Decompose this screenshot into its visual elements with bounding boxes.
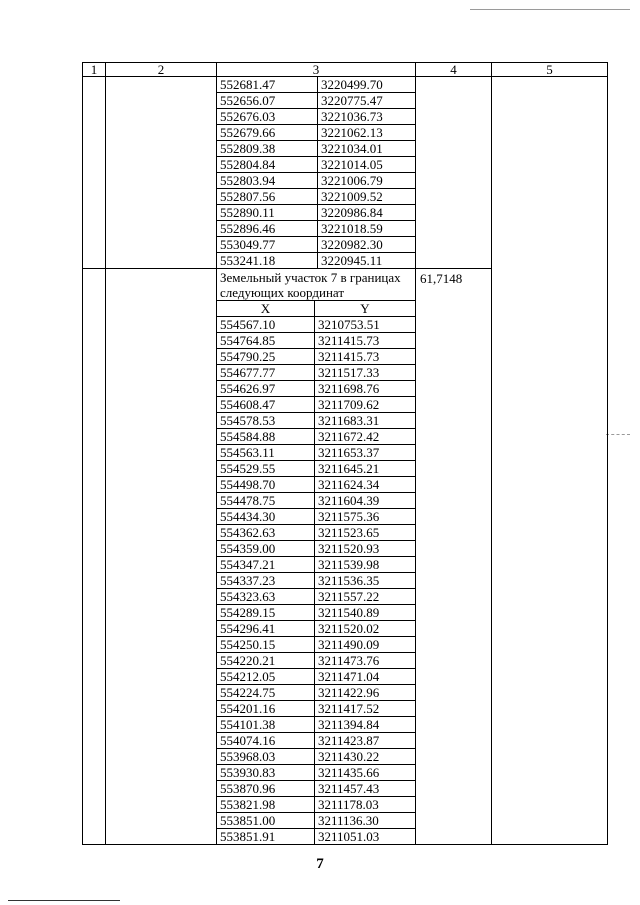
x-coordinate: 554359.00 <box>217 541 315 557</box>
x-coordinate: 553241.18 <box>217 253 318 269</box>
coordinates-table-block-a <box>217 77 415 268</box>
coordinate-row <box>217 669 415 685</box>
coordinate-row <box>217 253 415 269</box>
y-coordinate: 3221062.13 <box>318 125 416 141</box>
col-5-cell <box>492 77 608 845</box>
col-1-cell <box>83 77 106 269</box>
coordinate-row <box>217 221 415 237</box>
x-coordinate: 554250.15 <box>217 637 315 653</box>
coordinate-row <box>217 477 415 493</box>
x-coordinate: 554362.63 <box>217 525 315 541</box>
x-coordinate: 552804.84 <box>217 157 318 173</box>
coordinate-row <box>217 605 415 621</box>
x-coordinate: 554220.21 <box>217 653 315 669</box>
x-coordinate: 552890.11 <box>217 205 318 221</box>
coordinate-row <box>217 93 415 109</box>
y-coordinate: 3211683.31 <box>315 413 416 429</box>
coordinate-row <box>217 173 415 189</box>
coordinate-row <box>217 685 415 701</box>
y-coordinate: 3211557.22 <box>315 589 416 605</box>
x-coordinate: 554478.75 <box>217 493 315 509</box>
land-plots-table <box>82 62 608 845</box>
footnote-rule <box>8 900 120 901</box>
y-coordinate: 3211415.73 <box>315 333 416 349</box>
y-coordinate: 3211517.33 <box>315 365 416 381</box>
y-coordinate: 3211178.03 <box>315 797 416 813</box>
x-coordinate: 554296.41 <box>217 621 315 637</box>
y-coordinate: 3211653.37 <box>315 445 416 461</box>
coordinates-cell <box>217 77 416 269</box>
y-coordinate: 3211520.93 <box>315 541 416 557</box>
y-coordinate: 3211473.76 <box>315 653 416 669</box>
x-coordinate: 552676.03 <box>217 109 318 125</box>
y-coordinate: 3220775.47 <box>318 93 416 109</box>
y-coordinate: 3211430.22 <box>315 749 416 765</box>
x-coordinate: 553968.03 <box>217 749 315 765</box>
axis-header-row <box>217 301 415 317</box>
coordinate-row <box>217 637 415 653</box>
coordinate-row <box>217 317 415 333</box>
coordinate-row <box>217 397 415 413</box>
y-coordinate: 3211575.36 <box>315 509 416 525</box>
x-coordinate: 554578.53 <box>217 413 315 429</box>
coordinates-cell <box>217 269 416 845</box>
x-coordinate: 552809.38 <box>217 141 318 157</box>
coordinate-row <box>217 589 415 605</box>
coordinate-row <box>217 125 415 141</box>
col-2-cell <box>106 269 217 845</box>
y-coordinate: 3220945.11 <box>321 253 383 268</box>
coordinate-row <box>217 557 415 573</box>
coordinate-row <box>217 749 415 765</box>
top-rule <box>470 9 630 10</box>
x-coordinate: 554101.38 <box>217 717 315 733</box>
y-coordinate: 3211415.73 <box>315 349 416 365</box>
coordinate-row <box>217 573 415 589</box>
x-coordinate: 552896.46 <box>217 221 318 237</box>
coordinate-row <box>217 653 415 669</box>
coordinate-row <box>217 717 415 733</box>
coordinate-row <box>217 333 415 349</box>
header-col-4: 4 <box>416 63 492 77</box>
coordinate-row <box>217 525 415 541</box>
x-coordinate: 553851.91 <box>217 829 315 845</box>
coordinate-row <box>217 445 415 461</box>
x-coordinate: 554529.55 <box>217 461 315 477</box>
coordinate-row <box>217 509 415 525</box>
y-coordinate: 3211540.89 <box>315 605 416 621</box>
x-coordinate: 554074.16 <box>217 733 315 749</box>
x-coordinate: 554584.88 <box>217 429 315 445</box>
x-coordinate: 554563.11 <box>217 445 315 461</box>
x-coordinate: 552803.94 <box>217 173 318 189</box>
coordinate-row <box>217 157 415 173</box>
y-coordinate: 3211539.98 <box>315 557 416 573</box>
page-number: 7 <box>316 856 324 872</box>
y-coordinate: 3211471.04 <box>315 669 416 685</box>
header-col-2: 2 <box>106 63 217 77</box>
y-coordinate: 3211417.52 <box>315 701 416 717</box>
y-coordinate: 3221014.05 <box>318 157 416 173</box>
coordinate-row <box>217 813 415 829</box>
coordinate-row <box>217 733 415 749</box>
y-coordinate: 3211645.21 <box>315 461 416 477</box>
coordinate-row <box>217 413 415 429</box>
y-coordinate: 3211536.35 <box>315 573 416 589</box>
coordinate-row <box>217 701 415 717</box>
y-coordinate: 3221018.59 <box>318 221 416 237</box>
plot-description: Земельный участок 7 в границах следующих координат <box>217 269 415 301</box>
coordinate-row <box>217 189 415 205</box>
y-coordinate: 3221036.73 <box>318 109 416 125</box>
coordinate-row <box>217 77 415 93</box>
y-coordinate: 3211624.34 <box>315 477 416 493</box>
x-coordinate: 554764.85 <box>217 333 315 349</box>
x-coordinate: 553049.77 <box>217 237 318 253</box>
table-header-row <box>83 63 608 77</box>
x-coordinate: 554337.23 <box>217 573 315 589</box>
x-coordinate: 554212.05 <box>217 669 315 685</box>
header-col-1: 1 <box>83 63 106 77</box>
y-coordinate: 3211520.02 <box>315 621 416 637</box>
coordinate-row <box>217 541 415 557</box>
coordinate-row <box>217 461 415 477</box>
header-col-5: 5 <box>492 63 608 77</box>
table-body-row <box>83 77 608 269</box>
y-coordinate: 3211457.43 <box>315 781 416 797</box>
y-coordinate: 3211523.65 <box>315 525 416 541</box>
y-coordinate: 3211490.09 <box>315 637 416 653</box>
x-coordinate: 554677.77 <box>217 365 315 381</box>
margin-dash <box>606 434 630 436</box>
x-coordinate: 554434.30 <box>217 509 315 525</box>
coordinate-row <box>217 621 415 637</box>
y-coordinate: 3211423.87 <box>315 733 416 749</box>
coordinates-table-block-b <box>217 301 415 844</box>
x-coordinate: 552679.66 <box>217 125 318 141</box>
y-coordinate: 3211394.84 <box>315 717 416 733</box>
area-cell-block-a <box>416 77 492 269</box>
coordinate-row <box>217 429 415 445</box>
header-col-3: 3 <box>217 63 416 77</box>
y-coordinate: 3211422.96 <box>315 685 416 701</box>
coordinate-row <box>217 765 415 781</box>
y-axis-label: Y <box>315 301 416 317</box>
col-1-cell <box>83 269 106 845</box>
x-coordinate: 554567.10 <box>217 317 315 333</box>
col-2-cell <box>106 77 217 269</box>
x-coordinate: 554626.97 <box>217 381 315 397</box>
y-coordinate: 3220499.70 <box>318 77 416 93</box>
coordinate-row <box>217 781 415 797</box>
x-coordinate: 552807.56 <box>217 189 318 205</box>
y-coordinate: 3220986.84 <box>318 205 416 221</box>
x-coordinate: 554323.63 <box>217 589 315 605</box>
coordinate-row <box>217 109 415 125</box>
x-coordinate: 554201.16 <box>217 701 315 717</box>
y-coordinate: 3211672.42 <box>315 429 416 445</box>
x-coordinate: 554498.70 <box>217 477 315 493</box>
x-coordinate: 554224.75 <box>217 685 315 701</box>
coordinate-row <box>217 797 415 813</box>
y-coordinate: 3211709.62 <box>315 397 416 413</box>
x-coordinate: 554608.47 <box>217 397 315 413</box>
coordinate-row <box>217 205 415 221</box>
coordinate-row <box>217 349 415 365</box>
y-coordinate: 3221034.01 <box>318 141 416 157</box>
coordinate-row <box>217 829 415 845</box>
x-coordinate: 552681.47 <box>217 77 318 93</box>
x-coordinate: 553821.98 <box>217 797 315 813</box>
y-coordinate: 3211051.03 <box>318 829 380 844</box>
y-coordinate: 3211698.76 <box>315 381 416 397</box>
y-coordinate: 3221006.79 <box>318 173 416 189</box>
x-axis-label: X <box>217 301 315 317</box>
x-coordinate: 554289.15 <box>217 605 315 621</box>
coordinate-row <box>217 141 415 157</box>
y-coordinate: 3210753.51 <box>315 317 416 333</box>
y-coordinate: 3220982.30 <box>318 237 416 253</box>
y-coordinate: 3211604.39 <box>315 493 416 509</box>
y-coordinate: 3221009.52 <box>318 189 416 205</box>
x-coordinate: 554347.21 <box>217 557 315 573</box>
coordinate-row <box>217 381 415 397</box>
plot-area-value: 61,7148 <box>420 271 463 286</box>
x-coordinate: 553870.96 <box>217 781 315 797</box>
x-coordinate: 552656.07 <box>217 93 318 109</box>
x-coordinate: 553930.83 <box>217 765 315 781</box>
y-coordinate: 3211435.66 <box>315 765 416 781</box>
area-cell-block-b <box>416 269 492 845</box>
coordinate-row <box>217 493 415 509</box>
coordinate-row <box>217 237 415 253</box>
coordinate-row <box>217 365 415 381</box>
y-coordinate: 3211136.30 <box>315 813 416 829</box>
x-coordinate: 554790.25 <box>217 349 315 365</box>
x-coordinate: 553851.00 <box>217 813 315 829</box>
